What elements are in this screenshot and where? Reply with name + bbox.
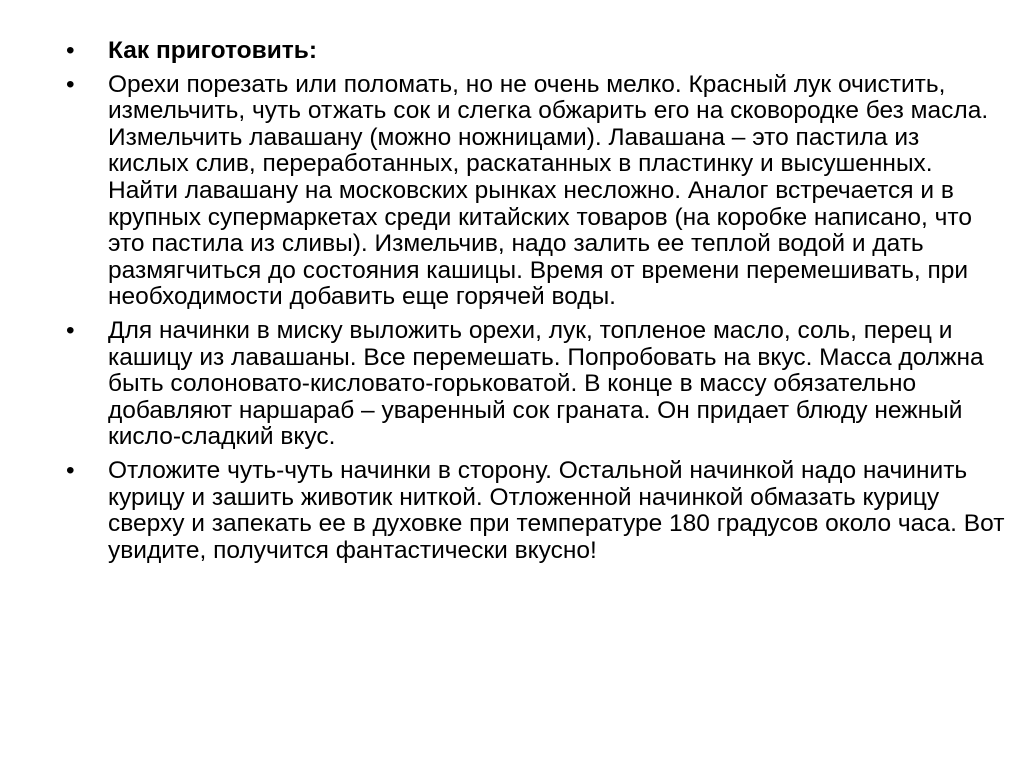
bullet-item-baking xyxy=(66,458,1006,564)
slide-content xyxy=(66,38,1006,571)
bullet-icon: • xyxy=(66,456,75,484)
paragraph-text: Орехи порезать или поломать, но не очень мелко. Красный лук очистить, измельчить, чуть отжать сок и слегка обжарить его на сковородке без масла. Измельчить лавашану (можно ножницами). Лавашана – это пастила из кислых слив, переработанных, раскатанных в пластинку и высушенных. Найти лавашану на московских рынках несложно. Аналог встречается и в крупных супермаркетах среди китайских товаров (на коробке написано, что это пастила из сливы). Измельчив, надо залить ее теплой водой и дать размягчиться до состояния кашицы. Время от времени перемешивать, при необходимости добавить еще горячей воды. xyxy=(108,70,989,311)
bullet-icon: • xyxy=(66,70,75,98)
bullet-list xyxy=(66,38,1006,564)
paragraph-text: Для начинки в миску выложить орехи, лук, топленое масло, соль, перец и кашицу из лавашаны. Все перемешать. Попробовать на вкус. Масса должна быть солоновато-кисловато-горьковатой. В конце в массу обязательно добавляют наршараб – уваренный сок граната. Он придает блюду нежный кисло-сладкий вкус. xyxy=(108,316,984,451)
bullet-icon: • xyxy=(66,37,75,64)
bullet-item-heading xyxy=(66,38,1006,65)
paragraph-text: Отложите чуть-чуть начинки в сторону. Остальной начинкой надо начинить курицу и зашить животик ниткой. Отложенной начинкой обмазать курицу сверху и запекать ее в духовке при температуре 180 градусов около часа. Вот увидите, получится фантастически вкусно! xyxy=(108,456,1005,564)
bullet-item-preparation xyxy=(66,72,1006,311)
bullet-icon: • xyxy=(66,316,75,344)
heading-text: Как приготовить: xyxy=(108,37,317,64)
bullet-item-filling xyxy=(66,318,1006,451)
